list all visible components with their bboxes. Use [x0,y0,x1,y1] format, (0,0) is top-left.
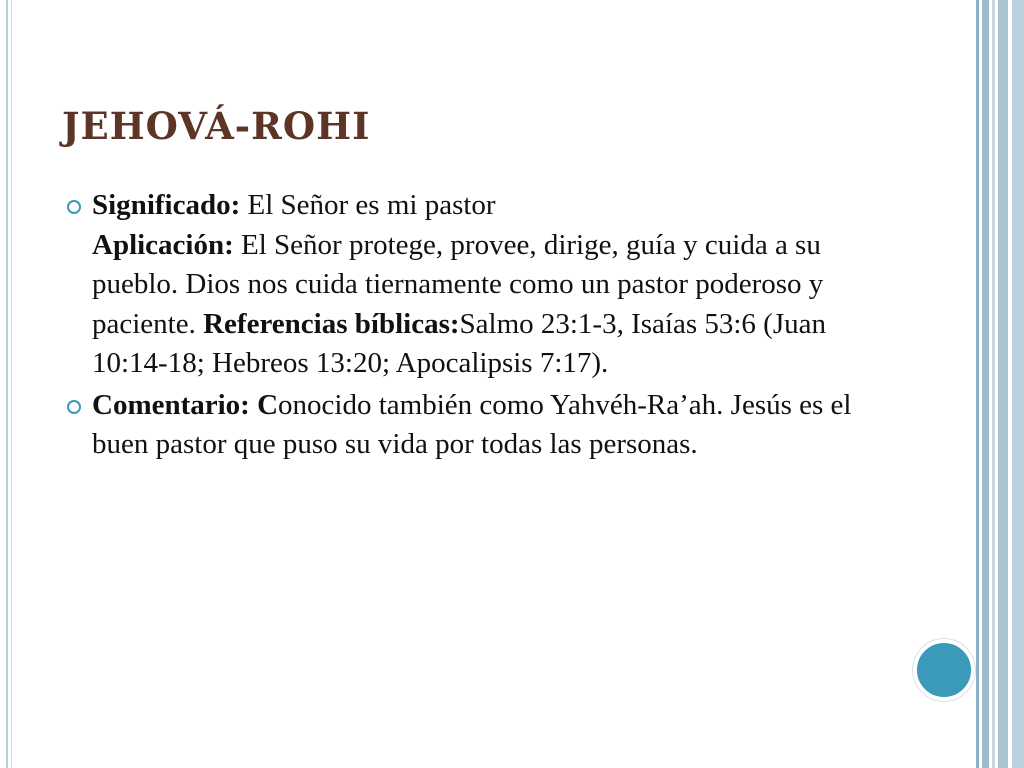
right-decor-stripe [998,0,1008,768]
list-item [62,186,862,384]
significado-label: Significado: [92,189,241,221]
aplicacion-text: El Señor protege, provee, dirige, guía y cuida a su pueblo. Dios nos cuida tiernamente como un pastor poderoso y paciente. [92,228,824,340]
aplicacion-label: Aplicación: [92,228,234,261]
bullet-ring-icon [67,400,81,414]
bullet-ring-icon [67,200,81,214]
right-decor-stripe [1012,0,1024,768]
referencias-label: Referencias bíblicas: [203,307,460,340]
right-decor-stripe [992,0,995,768]
left-border-line [6,0,8,768]
significado-text: El Señor es mi pastor [240,189,496,221]
decor-circle [913,639,975,701]
left-border-line [11,0,12,768]
comentario-text: onocido también como Yahvéh-Ra’ah. Jesús es el buen pastor que puso su vida por todas las personas. [92,388,852,460]
slide-title: JEHOVÁ-ROHI [62,104,371,148]
right-decor-stripe [976,0,979,768]
referencias-text: Salmo 23:1-3, Isaías 53:6 (Juan 10:14-18; Hebreos 13:20; Apocalipsis 7:17). [92,307,826,379]
list-item [62,386,862,465]
bullet-list [62,186,862,467]
comentario-label: Comentario: C [92,388,279,421]
right-decor-stripe [982,0,989,768]
